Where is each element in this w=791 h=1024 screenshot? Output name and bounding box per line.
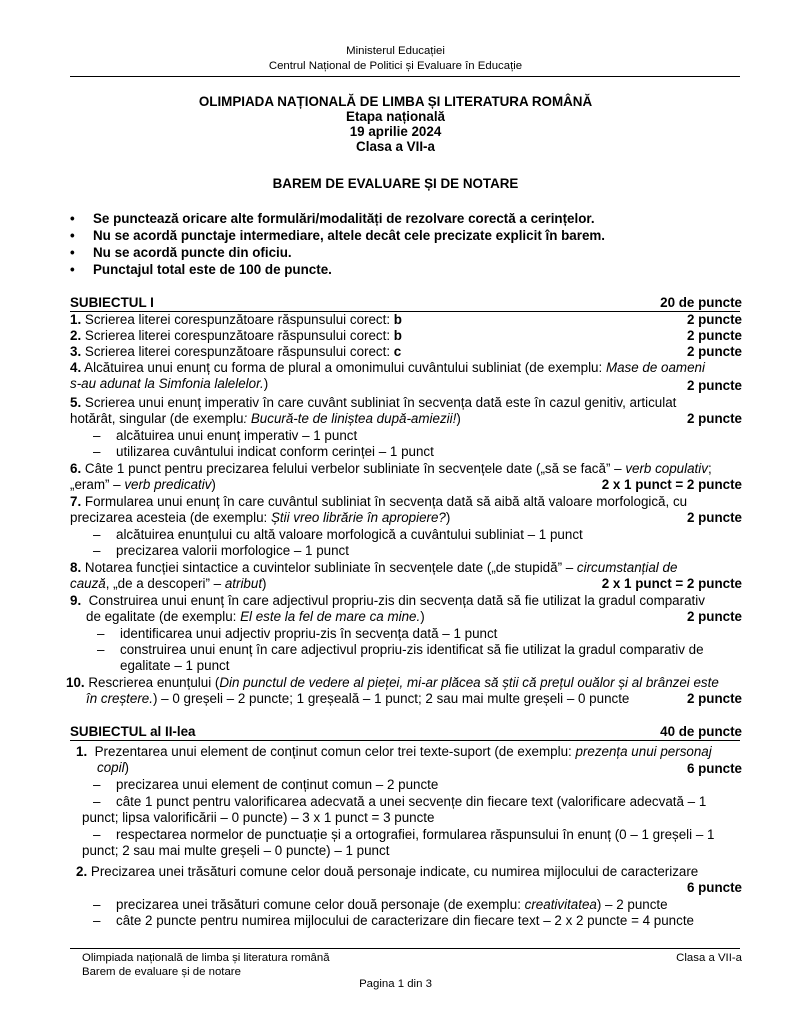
- header-divider: [70, 76, 740, 77]
- s1-item-4: 4. Alcătuirea unui enunț cu forma de plural a omonimului cuvântului subliniat (de exemplu: Mase de oameni: [70, 360, 705, 375]
- s1-item-4-points: 2 puncte: [686, 378, 742, 393]
- s2-item-2-sub: câte 2 puncte pentru numirea mijlocului de caracterizare din fiecare text – 2 x 2 puncte = 4 puncte: [116, 913, 694, 928]
- dash-icon: –: [93, 543, 101, 558]
- s1-item-9-sub: construirea unui enunț în care adjectivul propriu-zis identificat să fie utilizat la gradul comparativ de: [120, 642, 704, 657]
- bullet-icon: •: [70, 245, 75, 260]
- s1-item-1: 1. Scrierea literei corespunzătoare răspunsului corect: b: [70, 312, 402, 327]
- s1-item-3-points: 2 puncte: [686, 344, 742, 359]
- s2-item-1-cont: copil): [97, 760, 130, 775]
- footer-divider: [70, 948, 740, 949]
- s2-item-2-sub: precizarea unei trăsături comune celor două personaje (de exemplu: creativitatea) – 2 puncte: [116, 897, 668, 912]
- rule-item: Nu se acordă puncte din oficiu.: [93, 245, 292, 260]
- s1-item-8: 8. Notarea funcției sintactice a cuvintelor subliniate în secvențele date („de stupidă” – circumstanțial de: [70, 560, 678, 575]
- s1-item-4-cont: s-au adunat la Simfonia lalelelor.): [70, 376, 269, 391]
- dash-icon: –: [93, 794, 101, 809]
- s1-item-10: 10. Rescrierea enunțului (Din punctul de vedere al pieței, mi-ar plăcea să știi că prețul ouălor și al brânzei este: [66, 675, 719, 690]
- s1-item-10-points: 2 puncte: [686, 691, 742, 706]
- section-2-divider: [70, 740, 740, 741]
- s1-item-2: 2. Scrierea literei corespunzătoare răspunsului corect: b: [70, 328, 402, 343]
- rule-item: Punctajul total este de 100 de puncte.: [93, 262, 332, 277]
- s2-item-1-sub: precizarea unui element de conținut comun – 2 puncte: [116, 777, 439, 792]
- s1-item-5: 5. Scrierea unui enunț imperativ în care cuvânt subliniat în secvența dată este în cazul genitiv, articulat: [70, 395, 677, 410]
- footer-grade: Clasa a VII-a: [676, 952, 742, 964]
- s2-item-1: 1. Prezentarea unui element de conținut comun celor trei texte-suport (de exemplu: prezența unui personaj: [76, 744, 712, 759]
- dash-icon: –: [97, 626, 105, 641]
- document-title: BAREM DE EVALUARE ȘI DE NOTARE: [272, 176, 519, 191]
- rule-item: Se punctează oricare alte formulări/modalități de rezolvare corectă a cerințelor.: [93, 211, 595, 226]
- s1-item-9-cont: de egalitate (de exemplu: El este la fel de mare ca mine.): [86, 609, 425, 624]
- bullet-icon: •: [70, 228, 75, 243]
- section-2-title: SUBIECTUL al II-lea: [70, 724, 196, 739]
- dash-icon: –: [93, 897, 101, 912]
- s1-item-7-sub: precizarea valorii morfologice – 1 punct: [116, 543, 349, 558]
- s1-item-7-cont: precizarea acesteia (de exemplu: Știi vreo librărie în apropiere?): [70, 510, 451, 525]
- s1-item-9-sub-cont: egalitate – 1 punct: [120, 658, 230, 673]
- bullet-icon: •: [70, 262, 75, 277]
- s1-item-6: 6. Câte 1 punct pentru precizarea felului verbelor subliniate în secvențele date („să se facă” – verb copulativ;: [70, 461, 712, 476]
- footer-olympiad: Olimpiada națională de limba și literatura română: [82, 952, 330, 964]
- s1-item-7-sub: alcătuirea enunțului cu altă valoare morfologică a cuvântului subliniat – 1 punct: [116, 527, 583, 542]
- s2-item-2: 2. Precizarea unei trăsături comune celor două personaje indicate, cu numirea mijlocului de caracterizare: [76, 864, 699, 879]
- s1-item-8-points: 2 x 1 punct = 2 puncte: [601, 576, 742, 591]
- grade-title: Clasa a VII-a: [356, 139, 435, 154]
- section-1-points: 20 de puncte: [660, 295, 742, 310]
- s1-item-9-sub: identificarea unui adjectiv propriu-zis în secvența dată – 1 punct: [120, 626, 498, 641]
- s1-item-2-points: 2 puncte: [686, 328, 742, 343]
- date-title: 19 aprilie 2024: [349, 124, 442, 139]
- bullet-icon: •: [70, 211, 75, 226]
- dash-icon: –: [93, 777, 101, 792]
- s1-item-8-cont: cauză, „de a descoperi” – atribut): [70, 576, 267, 591]
- center-name: Centrul Național de Politici și Evaluare în Educație: [268, 60, 523, 72]
- s1-item-5-points: 2 puncte: [686, 411, 742, 426]
- dash-icon: –: [93, 913, 101, 928]
- dash-icon: –: [93, 527, 101, 542]
- stage-title: Etapa națională: [346, 109, 445, 124]
- s1-item-1-points: 2 puncte: [686, 312, 742, 327]
- s1-item-5-sub: alcătuirea unui enunț imperativ – 1 punct: [116, 428, 358, 443]
- rule-item: Nu se acordă punctaje intermediare, altele decât cele precizate explicit în barem.: [93, 228, 606, 243]
- s2-item-2-points: 6 puncte: [686, 880, 742, 895]
- s2-item-1-sub-cont: punct; lipsa valorificării – 0 puncte) – 3 x 1 punct = 3 puncte: [82, 810, 435, 825]
- s1-item-10-cont: în creștere.) – 0 greșeli – 2 puncte; 1 greșeală – 1 punct; 2 sau mai multe greșeli – 0 puncte: [86, 691, 630, 706]
- s2-item-1-sub: respectarea normelor de punctuație și a ortografiei, formularea răspunsului în enunț (0 – 1 greșeli – 1: [116, 827, 715, 842]
- s1-item-5-cont: hotărât, singular (de exemplu: Bucură-te de liniștea după-amiezii!): [70, 411, 461, 426]
- s1-item-5-sub: utilizarea cuvântului indicat conform cerinței – 1 punct: [116, 444, 434, 459]
- s1-item-6-points: 2 x 1 punct = 2 puncte: [601, 477, 742, 492]
- s1-item-9-points: 2 puncte: [686, 609, 742, 624]
- footer-doc-type: Barem de evaluare și de notare: [82, 966, 241, 978]
- s1-item-3: 3. Scrierea literei corespunzătoare răspunsului corect: c: [70, 344, 402, 359]
- olympiad-title: OLIMPIADA NAȚIONALĂ DE LIMBA ȘI LITERATURA ROMÂNĂ: [198, 94, 593, 109]
- s1-item-9: 9. Construirea unui enunț în care adjectivul propriu-zis din secvența dată să fie utilizat la gradul comparativ: [70, 593, 705, 608]
- s2-item-1-sub-cont: punct; 2 sau mai multe greșeli – 0 puncte) – 1 punct: [82, 843, 390, 858]
- ministry-name: Ministerul Educației: [346, 45, 445, 57]
- page-number: Pagina 1 din 3: [359, 978, 432, 990]
- s1-item-6-cont: „eram” – verb predicativ): [70, 477, 216, 492]
- dash-icon: –: [93, 444, 101, 459]
- dash-icon: –: [93, 428, 101, 443]
- dash-icon: –: [93, 827, 101, 842]
- section-1-title: SUBIECTUL I: [70, 295, 154, 310]
- s2-item-1-sub: câte 1 punct pentru valorificarea adecvată a unei secvențe din fiecare text (valorificare adecvată – 1: [116, 794, 707, 809]
- section-2-points: 40 de puncte: [660, 724, 742, 739]
- dash-icon: –: [97, 642, 105, 657]
- s1-item-7: 7. Formularea unui enunț în care cuvântul subliniat în secvența dată să aibă altă valoare morfologică, cu: [70, 494, 688, 509]
- s2-item-1-points: 6 puncte: [686, 761, 742, 776]
- s1-item-7-points: 2 puncte: [686, 510, 742, 525]
